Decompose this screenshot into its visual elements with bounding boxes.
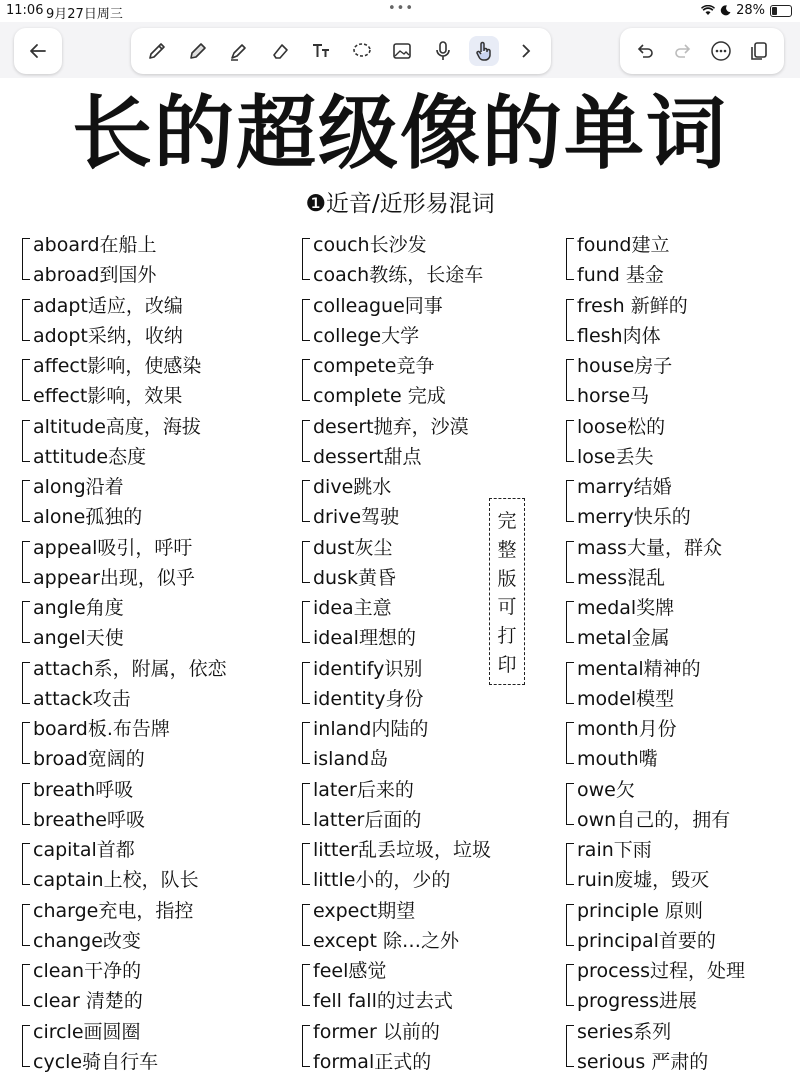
pair-bracket [302, 783, 310, 825]
word-entry: compete竞争 [313, 355, 435, 377]
pen-icon [146, 40, 168, 62]
word-entry: idea主意 [313, 597, 392, 619]
pair-bracket [566, 420, 574, 462]
microphone-icon [432, 40, 454, 62]
print-note-char: 版 [497, 567, 517, 590]
word-entry: house房子 [577, 355, 673, 377]
word-entry: medal奖牌 [577, 597, 675, 619]
microphone-tool-button[interactable] [428, 36, 458, 66]
word-entry: mass大量，群众 [577, 536, 722, 559]
word-entry: appeal吸引，呼吁 [33, 536, 193, 559]
word-entry: own自己的，拥有 [577, 808, 731, 831]
highlighter-tool-button[interactable] [224, 36, 254, 66]
word-entry: desert抛弃，沙漠 [313, 415, 469, 438]
word-entry: breathe呼吸 [33, 808, 145, 831]
pair-bracket [302, 601, 310, 643]
word-entry: process过程，处理 [577, 960, 746, 982]
word-entry: dust灰尘 [313, 536, 393, 559]
document-actions [620, 28, 784, 74]
pair-bracket [302, 238, 310, 280]
battery-percent: 28% [736, 3, 765, 18]
word-entry: expect期望 [313, 899, 416, 922]
word-entry: broad宽阔的 [33, 748, 145, 770]
word-entry: mess混乱 [577, 566, 665, 589]
word-entry: mouth嘴 [577, 748, 658, 770]
pair-bracket [566, 904, 574, 946]
status-time: 11:06 [6, 3, 44, 18]
word-entry: series系列 [577, 1020, 672, 1043]
more-button[interactable] [706, 36, 736, 66]
word-entry: aboard在船上 [33, 234, 157, 256]
word-entry: feel感觉 [313, 960, 387, 982]
pair-bracket [566, 601, 574, 643]
pair-bracket [302, 904, 310, 946]
word-entry: breath呼吸 [33, 778, 134, 801]
word-entry: alone孤独的 [33, 506, 143, 528]
word-entry: appear出现，似乎 [33, 566, 195, 589]
word-entry: complete 完成 [313, 385, 446, 407]
pen-tool-button[interactable] [142, 36, 172, 66]
word-entry: charge充电，指控 [33, 899, 194, 922]
back-button[interactable] [14, 28, 62, 74]
print-note-char: 打 [497, 625, 517, 648]
pair-bracket [302, 359, 310, 401]
word-entry: principle 原则 [577, 899, 703, 922]
word-entry: litter乱丢垃圾，垃圾 [313, 839, 491, 861]
word-entry: owe欠 [577, 778, 635, 801]
word-entry: ruin废墟，毁灭 [577, 869, 710, 891]
word-entry: clean干净的 [33, 960, 142, 982]
pair-bracket [22, 662, 30, 704]
word-entry: capital首都 [33, 839, 135, 861]
word-entry: attitude态度 [33, 445, 147, 468]
word-entry: month月份 [577, 718, 677, 740]
highlighter-icon [228, 40, 250, 62]
word-entry: board板.布告牌 [33, 718, 170, 740]
pair-bracket [566, 480, 574, 522]
lasso-icon [350, 40, 372, 62]
word-entry: attack攻击 [33, 687, 131, 710]
battery-icon [770, 5, 792, 17]
pair-bracket [566, 964, 574, 1006]
word-entry: effect影响，效果 [33, 385, 183, 407]
more-tools-button[interactable] [510, 36, 540, 66]
text-tool-button[interactable] [306, 36, 336, 66]
pair-bracket [302, 964, 310, 1006]
word-entry: dive跳水 [313, 476, 392, 498]
word-entry: merry快乐的 [577, 506, 691, 528]
word-entry: lose丢失 [577, 445, 654, 468]
pair-bracket [22, 783, 30, 825]
word-entry: drive驾驶 [313, 506, 400, 528]
pair-bracket [566, 299, 574, 341]
arrow-left-icon [29, 42, 47, 60]
word-entry: coach教练，长途车 [313, 264, 484, 286]
word-entry: couch长沙发 [313, 234, 427, 256]
pair-bracket [302, 420, 310, 462]
pair-bracket [22, 904, 30, 946]
word-entry: dusk黄昏 [313, 566, 397, 589]
pair-bracket [22, 601, 30, 643]
word-entry: affect影响，使感染 [33, 355, 202, 377]
pair-bracket [22, 299, 30, 341]
status-right [701, 3, 792, 18]
undo-icon [634, 40, 656, 62]
redo-icon [672, 40, 694, 62]
pair-bracket [302, 843, 310, 885]
word-entry: fund 基金 [577, 264, 664, 286]
drawing-tools [131, 28, 551, 74]
eraser-tool-button[interactable] [265, 36, 295, 66]
word-entry: little小的，少的 [313, 869, 451, 891]
word-entry: identify识别 [313, 657, 423, 680]
word-entry: model模型 [577, 687, 675, 710]
word-entry: ideal理想的 [313, 627, 416, 649]
word-entry: loose松的 [577, 415, 666, 438]
pair-bracket [22, 722, 30, 764]
word-entry: along沿着 [33, 476, 124, 498]
print-note-box [489, 498, 525, 685]
note-title: 长的超级像的单词 [72, 87, 728, 180]
note-subtitle: ❶近音/近形易混词 [305, 191, 495, 217]
more-icon [710, 40, 732, 62]
word-entry: cycle骑自行车 [33, 1050, 159, 1073]
word-entry: island岛 [313, 748, 389, 770]
text-tool-icon [310, 40, 332, 62]
word-entry: serious 严肃的 [577, 1050, 709, 1073]
word-entry: inland内陆的 [313, 718, 429, 740]
word-entry: fresh 新鲜的 [577, 294, 688, 317]
word-entry: circle画圆圈 [33, 1020, 141, 1043]
pair-bracket [302, 299, 310, 341]
word-entry: college大学 [313, 324, 420, 347]
pages-icon [748, 40, 770, 62]
pair-bracket [302, 1025, 310, 1067]
image-icon [391, 40, 413, 62]
pair-bracket [566, 843, 574, 885]
word-entry: progress进展 [577, 990, 698, 1012]
word-entry: principal首要的 [577, 929, 716, 952]
word-entry: horse马 [577, 385, 650, 407]
pair-bracket [22, 964, 30, 1006]
word-entry: altitude高度，海拔 [33, 415, 201, 438]
print-note-char: 可 [497, 596, 517, 619]
pair-bracket [566, 359, 574, 401]
pair-bracket [302, 662, 310, 704]
hand-tool-button[interactable] [469, 36, 499, 66]
word-entry: metal金属 [577, 627, 670, 649]
pair-bracket [22, 420, 30, 462]
word-entry: identity身份 [313, 687, 424, 710]
word-entry: change改变 [33, 929, 141, 952]
word-entry: except 除…之外 [313, 929, 459, 952]
pencil-tool-button[interactable] [183, 36, 213, 66]
multitasking-dots-icon[interactable]: ••• [388, 1, 415, 16]
word-entry: clear 清楚的 [33, 990, 143, 1012]
eraser-icon [269, 40, 291, 62]
pair-bracket [22, 359, 30, 401]
pair-bracket [22, 238, 30, 280]
word-entry: former 以前的 [313, 1020, 440, 1043]
word-entry: rain下雨 [577, 839, 652, 861]
word-entry: dessert甜点 [313, 445, 422, 468]
chevron-right-icon [514, 40, 536, 62]
pair-bracket [22, 843, 30, 885]
print-note-char: 整 [497, 538, 517, 561]
status-bar [0, 0, 800, 22]
pair-bracket [566, 722, 574, 764]
word-entry: captain上校，队长 [33, 869, 199, 891]
redo-button[interactable] [668, 36, 698, 66]
status-date: 9月27日周三 [46, 7, 123, 22]
word-entry: flesh肉体 [577, 324, 661, 347]
word-entry: adapt适应，改编 [33, 294, 183, 317]
pair-bracket [566, 783, 574, 825]
word-entry: colleague同事 [313, 294, 443, 317]
pair-bracket [566, 541, 574, 583]
word-entry: mental精神的 [577, 657, 701, 680]
word-entry: formal正式的 [313, 1050, 432, 1073]
pair-bracket [302, 541, 310, 583]
word-entry: found建立 [577, 234, 670, 256]
pair-bracket [22, 480, 30, 522]
notes-toolbar [0, 22, 800, 78]
word-entry: adopt采纳，收纳 [33, 324, 183, 347]
pair-bracket [302, 480, 310, 522]
word-entry: latter后面的 [313, 808, 422, 831]
moon-icon [720, 5, 731, 16]
hand-pointer-icon [473, 40, 495, 62]
word-entry: later后来的 [313, 778, 414, 801]
wifi-icon [701, 5, 715, 16]
pages-button[interactable] [744, 36, 774, 66]
word-entry: fell fall的过去式 [313, 990, 453, 1012]
word-entry: angel天使 [33, 627, 124, 649]
print-note-char: 完 [497, 509, 517, 532]
word-entry: attach系，附属，依恋 [33, 657, 227, 680]
word-entry: angle角度 [33, 597, 124, 619]
pair-bracket [22, 1025, 30, 1067]
pair-bracket [566, 662, 574, 704]
pencil-icon [187, 40, 209, 62]
pair-bracket [302, 722, 310, 764]
note-page[interactable] [0, 78, 800, 1073]
word-entry: abroad到国外 [33, 264, 157, 286]
word-entry: marry结婚 [577, 476, 672, 498]
pair-bracket [566, 238, 574, 280]
pair-bracket [566, 1025, 574, 1067]
pair-bracket [22, 541, 30, 583]
image-tool-button[interactable] [387, 36, 417, 66]
undo-button[interactable] [630, 36, 660, 66]
print-note-char: 印 [497, 654, 517, 677]
lasso-tool-button[interactable] [346, 36, 376, 66]
